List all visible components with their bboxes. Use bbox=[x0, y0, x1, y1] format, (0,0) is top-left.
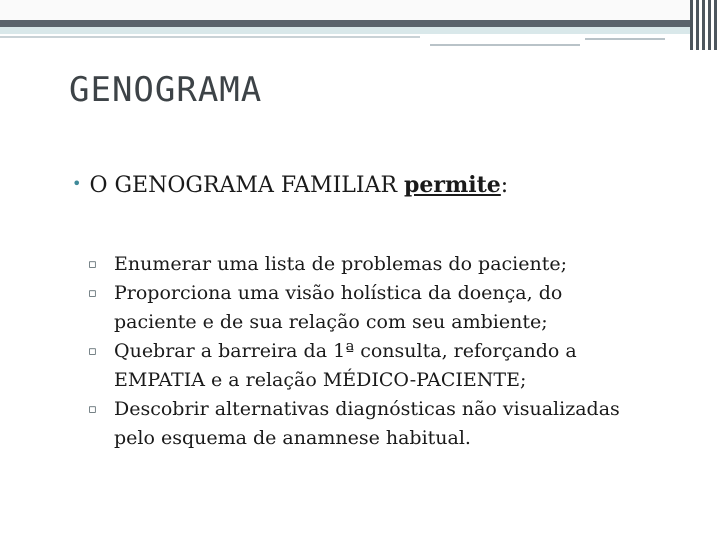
square-bullet-icon: ▫ bbox=[88, 344, 97, 359]
header-band-teal bbox=[0, 27, 720, 34]
list-item-text: Proporciona uma visão holística da doença, do paciente e de sua relação com seu ambiente; bbox=[114, 282, 563, 333]
header-band-light bbox=[0, 0, 720, 20]
header-rule-2 bbox=[430, 44, 580, 46]
list-item-text: Enumerar uma lista de problemas do paciente; bbox=[114, 253, 568, 275]
main-bullet-prefix: O GENOGRAMA FAMILIAR bbox=[89, 173, 405, 198]
header-rule-3 bbox=[585, 38, 665, 40]
header-band-dark bbox=[0, 20, 720, 27]
square-bullet-icon: ▫ bbox=[88, 257, 97, 272]
header-stripes bbox=[690, 0, 720, 50]
slide-title: GENOGRAMA bbox=[69, 70, 263, 110]
sub-bullet-list bbox=[88, 250, 648, 453]
main-bullet-emphasis: permite bbox=[404, 172, 501, 198]
main-bullet-suffix: : bbox=[500, 173, 509, 198]
square-bullet-icon: ▫ bbox=[88, 402, 97, 417]
main-bullet bbox=[72, 172, 508, 198]
square-bullet-icon: ▫ bbox=[88, 286, 97, 301]
list-item-text: Quebrar a barreira da 1ª consulta, reforçando a EMPATIA e a relação MÉDICO-PACIENTE; bbox=[114, 340, 577, 391]
list-item bbox=[88, 250, 648, 279]
list-item bbox=[88, 395, 648, 453]
header-rule-1 bbox=[0, 36, 420, 38]
list-item bbox=[88, 337, 648, 395]
list-item bbox=[88, 279, 648, 337]
bullet-icon: • bbox=[72, 174, 82, 193]
list-item-text: Descobrir alternativas diagnósticas não visualizadas pelo esquema de anamnese habitual. bbox=[114, 398, 620, 449]
